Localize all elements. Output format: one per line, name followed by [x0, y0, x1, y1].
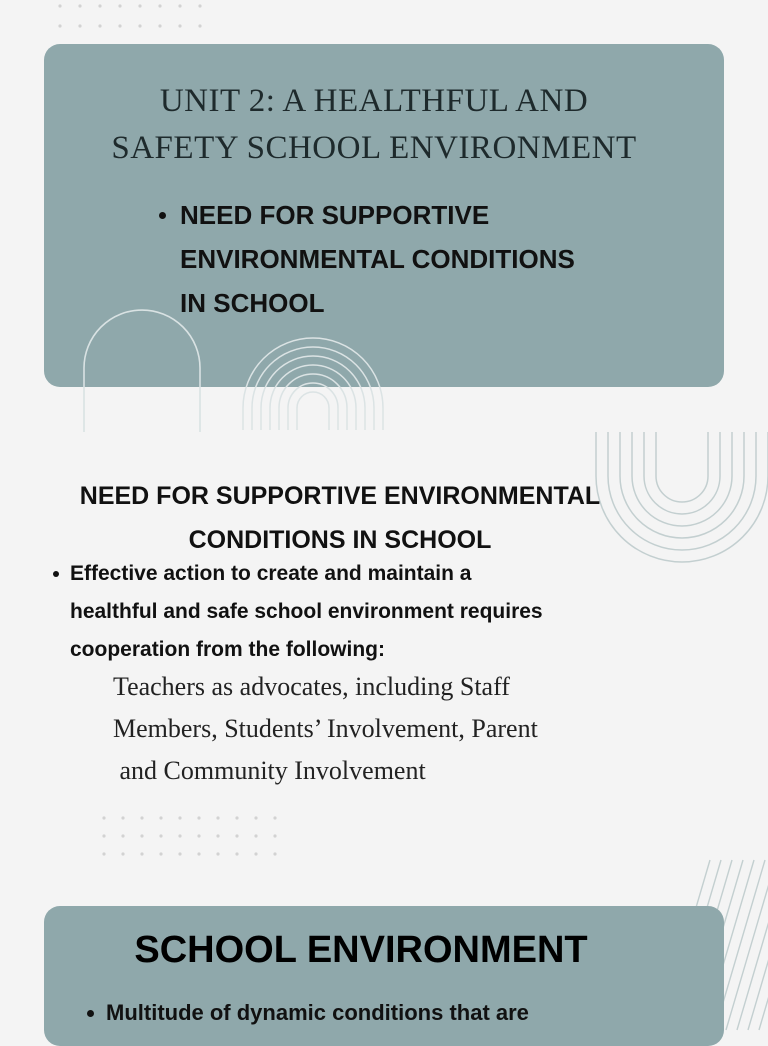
arch-decoration [80, 306, 210, 436]
cooperation-bullet-line-3: cooperation from the following: [70, 638, 385, 661]
cooperation-details [113, 666, 538, 792]
unit-title-line-2: SAFETY SCHOOL ENVIRONMENT [111, 130, 637, 166]
environment-bullet-line-1: Multitude of dynamic conditions that are [106, 1000, 529, 1025]
cooperation-details-line-1: Teachers as advocates, including Staff [113, 672, 510, 701]
unit-title [44, 78, 704, 172]
topic-bullet-line-1: NEED FOR SUPPORTIVE [180, 200, 490, 230]
concentric-arch-decoration [238, 332, 388, 432]
section-heading [0, 474, 680, 562]
cooperation-bullet-line-1: Effective action to create and maintain a [70, 562, 472, 585]
topic-bullet-line-2: ENVIRONMENTAL CONDITIONS [180, 244, 575, 274]
cooperation-bullet-line-2: healthful and safe school environment requires [70, 600, 543, 623]
bullet-dot [87, 1010, 94, 1017]
dot-pattern-middle [100, 812, 290, 862]
topic-bullet-line-3: IN SCHOOL [180, 288, 325, 318]
unit-title-line-1: UNIT 2: A HEALTHFUL AND [159, 83, 589, 119]
bullet-dot [159, 212, 166, 219]
school-environment-title: SCHOOL ENVIRONMENT [134, 929, 588, 971]
bullet-dot [53, 571, 59, 577]
cooperation-details-line-3: and Community Involvement [113, 756, 426, 785]
cooperation-bullet [70, 555, 543, 669]
cooperation-details-line-2: Members, Students’ Involvement, Parent [113, 714, 538, 743]
environment-bullet [106, 994, 529, 1032]
section-heading-line-1: NEED FOR SUPPORTIVE ENVIRONMENTAL [79, 482, 601, 510]
topic-bullet [180, 193, 575, 325]
section-heading-line-2: CONDITIONS IN SCHOOL [188, 526, 492, 554]
